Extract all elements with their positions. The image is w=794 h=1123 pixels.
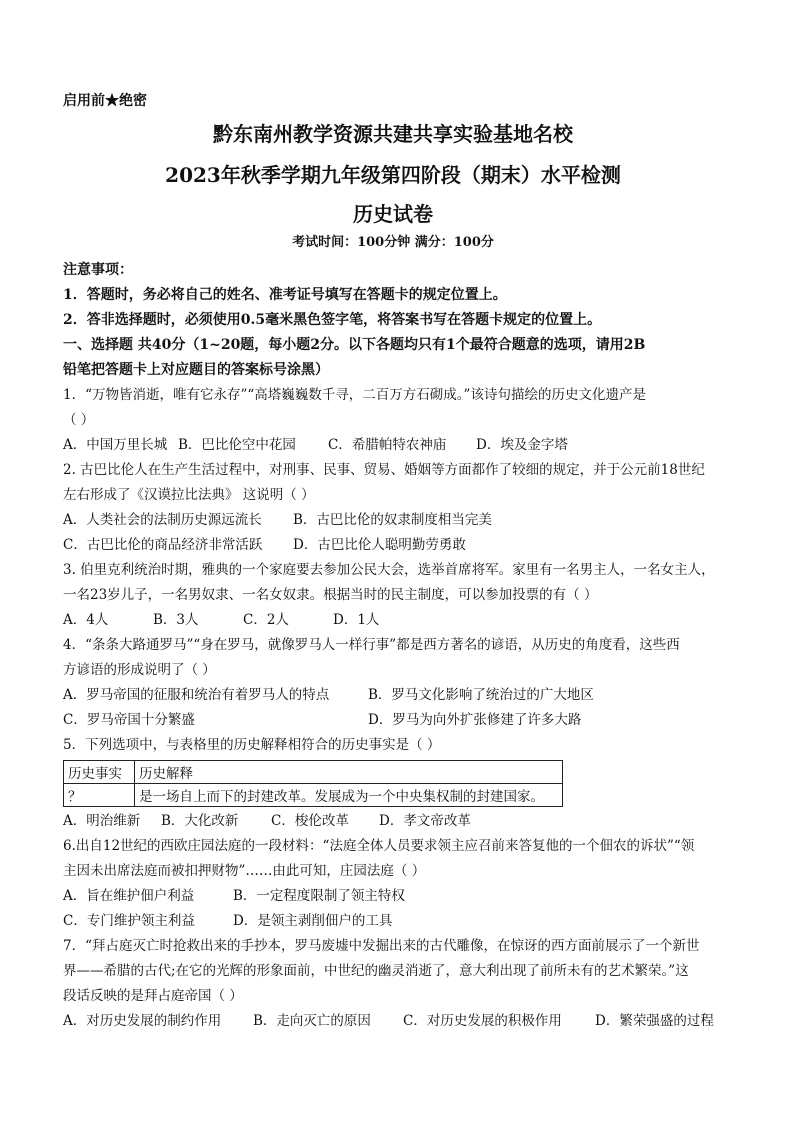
table-header-cell: 历史事实 [64, 761, 135, 784]
question-4 [63, 633, 723, 683]
question-text: 左右形成了《汉谟拉比法典》 这说明（ ） [63, 487, 315, 503]
question-text: 6.出自12世纪的西欧庄园法庭的一段材料：“法庭全体人员要求领主应召前来答复他的一个佃农的诉状”“领 [63, 838, 695, 854]
question-text: 界——希腊的古代;在它的光辉的形象面前，中世纪的幽灵消逝了，意大利出现了前所未有的艺术繁荣。”这 [63, 963, 689, 979]
table-row [64, 784, 563, 807]
question-1-options [63, 433, 723, 458]
option-c: C．梭伦改革 [271, 813, 349, 829]
note-item: 2．答非选择题时，必须使用0.5毫米黑色签字笔，将答案书写在答题卡规定的位置上。 [63, 312, 602, 328]
question-text: 主因未出席法庭而被扣押财物”……由此可知，庄园法庭（ ） [63, 863, 426, 879]
option-b: B．走向灭亡的原因 [253, 1013, 371, 1029]
option-a: A．明治维新 [63, 813, 141, 829]
option-b: B．古巴比伦的奴隶制度相当完美 [293, 512, 492, 528]
exam-page [63, 88, 723, 1034]
option-d: D．1人 [333, 612, 380, 628]
section-heading: 一、选择题 共40分（1~20题，每小题2分。以下各题均只有1个最符合题意的选项，请用2B [63, 337, 646, 353]
option-d: D．繁荣强盛的过程 [595, 1013, 714, 1029]
table-row [64, 761, 563, 784]
option-d: D．埃及金字塔 [476, 437, 568, 453]
option-d: D．孝文帝改革 [379, 813, 471, 829]
option-b: B．3人 [153, 612, 199, 628]
option-b: B．巴比伦空中花园 [178, 437, 296, 453]
exam-title-school: 黔东南州教学资源共建共享实验基地名校 [213, 122, 573, 146]
question-text: 4．“条条大路通罗马”“身在罗马，就像罗马人一样行事”都是西方著名的谚语，从历史的角度看，这些西 [63, 637, 680, 653]
question-5 [63, 733, 723, 758]
question-text: 1．“万物皆消逝，唯有它永存”“高塔巍巍数千寻，二百万方石砌成。”该诗句描绘的历史文化遗产是 [63, 387, 646, 403]
option-c: C．专门维护领主利益 [63, 913, 195, 929]
option-d: D．罗马为向外扩张修建了许多大路 [368, 712, 582, 728]
option-a: A．中国万里长城 [63, 437, 168, 453]
exam-subject: 历史试卷 [353, 202, 433, 226]
option-a: A．旨在维护佃户利益 [63, 888, 195, 904]
question-text: 方谚语的形成说明了（ ） [63, 662, 216, 678]
question-2 [63, 458, 723, 508]
table-cell: ？ [64, 784, 135, 807]
option-a: A．对历史发展的制约作用 [63, 1013, 222, 1029]
option-a: A．罗马帝国的征服和统治有着罗马人的特点 [63, 687, 330, 703]
question-5-options [63, 809, 723, 834]
question-7-options [63, 1009, 723, 1034]
history-table [63, 760, 563, 807]
question-4-options [63, 683, 723, 733]
question-2-options [63, 508, 723, 558]
secret-mark: 启用前★绝密 [63, 93, 147, 109]
question-3 [63, 558, 723, 608]
option-c: C．罗马帝国十分繁盛 [63, 712, 195, 728]
exam-title-term: 2023年秋季学期九年级第四阶段（期末）水平检测 [165, 163, 621, 187]
notes-heading: 注意事项： [63, 262, 133, 278]
table-header-cell: 历史解释 [135, 761, 563, 784]
option-c: C．希腊帕特农神庙 [328, 437, 447, 453]
question-6 [63, 834, 723, 884]
option-c: C．古巴比伦的商品经济非常活跃 [63, 537, 263, 553]
question-3-options [63, 608, 723, 633]
table-cell: 是一场自上而下的封建改革。发展成为一个中央集权制的封建国家。 [135, 784, 563, 807]
question-text: 7．“拜占庭灭亡时抢救出来的手抄本，罗马废墟中发掘出来的古代雕像，在惊讶的西方面前展示了一个新世 [63, 938, 700, 954]
option-c: C．2人 [243, 612, 289, 628]
option-a: A．人类社会的法制历史源远流长 [63, 512, 262, 528]
note-item: 1．答题时，务必将自己的姓名、准考证号填写在答题卡的规定位置上。 [63, 287, 507, 303]
option-c: C．对历史发展的积极作用 [403, 1013, 562, 1029]
question-1 [63, 383, 723, 433]
question-6-options [63, 884, 723, 934]
option-d: D．是领主剥削佃户的工具 [233, 913, 393, 929]
option-b: B．一定程度限制了领主特权 [233, 888, 405, 904]
question-text: 5．下列选项中，与表格里的历史解释相符合的历史事实是（ ） [63, 737, 441, 753]
option-a: A．4人 [63, 612, 109, 628]
option-b: B．罗马文化影响了统治过的广大地区 [368, 687, 594, 703]
exam-meta: 考试时间：100分钟 满分：100分 [292, 235, 494, 250]
option-b: B．大化改新 [161, 813, 239, 829]
question-7 [63, 934, 723, 1009]
question-text: 段话反映的是拜占庭帝国（ ） [63, 988, 243, 1004]
section-heading-cont: 铅笔把答题卡上对应题目的答案标号涂黑） [63, 362, 329, 378]
question-text: （ ） [63, 412, 95, 428]
option-d: D．古巴比伦人聪明勤劳勇敢 [293, 537, 466, 553]
question-text: 3. 伯里克利统治时期，雅典的一个家庭要去参加公民大会，选举首席将军。家里有一名男主人，一名女主人， [63, 562, 715, 578]
question-text: 2. 古巴比伦人在生产生活过程中，对刑事、民事、贸易、婚姻等方面都作了较细的规定，并于公元前18世纪 [63, 462, 705, 478]
question-text: 一名23岁儿子，一名男奴隶、一名女奴隶。根据当时的民主制度，可以参加投票的有（ ） [63, 587, 598, 603]
